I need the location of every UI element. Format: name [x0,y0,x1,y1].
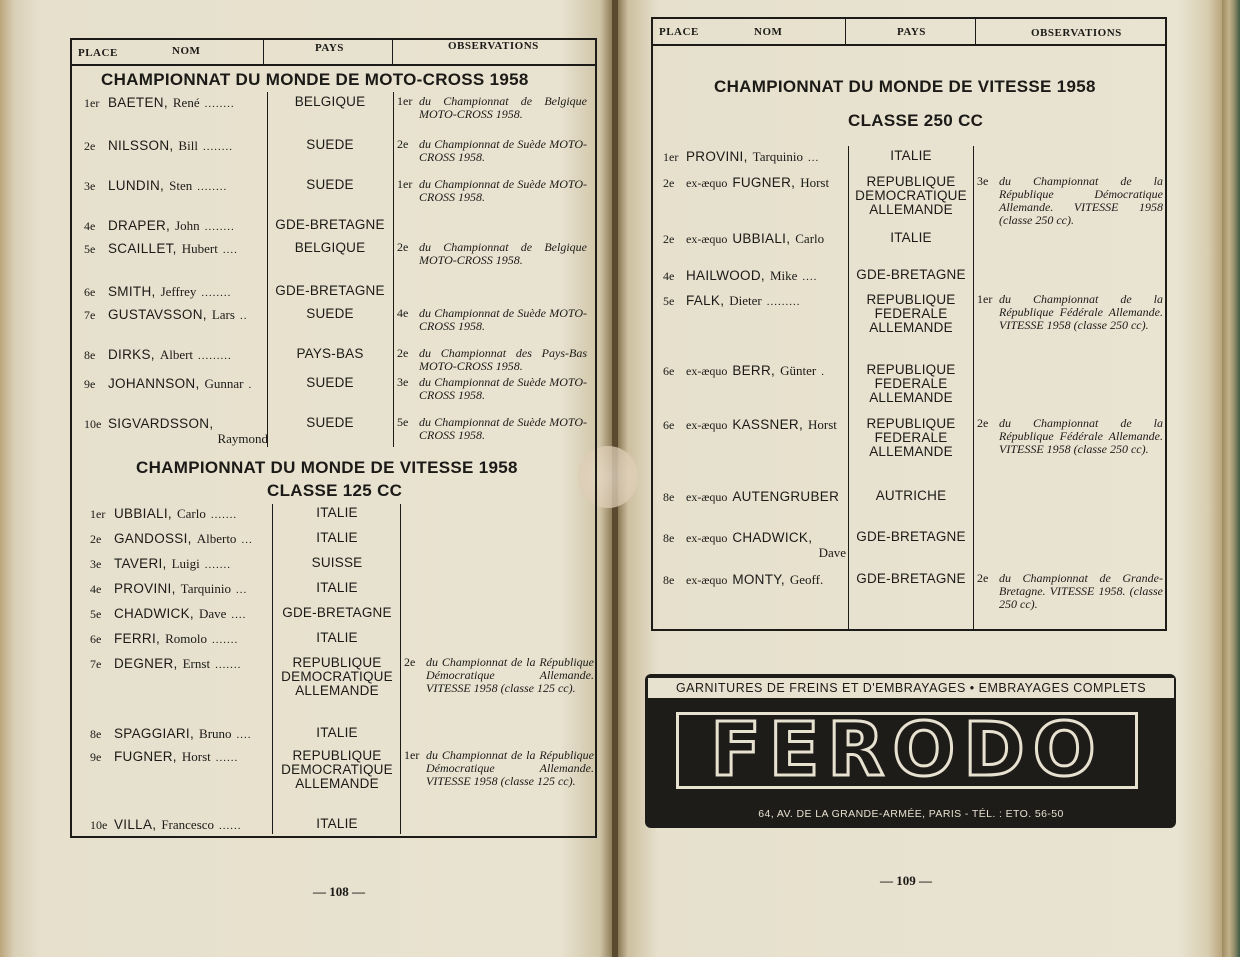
right-header-nom: NOM [754,26,783,38]
row-leader-dots: ...... [219,820,242,832]
observation-text: du Championnat de la République Fédérale Allemande. VITESSE 1958 (classe 250 cc). [999,292,1163,332]
row-surname: BERR, [732,363,776,378]
row-surname: FALK, [686,293,725,308]
row-leader-dots: ...... [215,752,239,764]
row-prefix: ex-æquo [686,232,728,246]
row-leader-dots: ........ [204,98,235,110]
row-place: 2e [663,232,675,246]
row-surname: CHADWICK, [114,606,194,621]
row-surname: DRAPER, [108,218,171,233]
row-leader-dots: ........ [204,221,235,233]
row-competitor [108,218,235,234]
row-firstname: John [175,218,200,233]
row-country: AUTRICHE [875,488,947,503]
row-firstname: Tarquinio [752,149,804,164]
row-leader-dots: .... [802,271,818,283]
row-place: 5e [90,607,102,621]
row-country: GDE-BRETAGNE [275,217,385,232]
row-surname: SIGVARDSSON, [108,416,214,431]
right-header-pays: PAYS [897,26,926,38]
row-observation [397,416,587,442]
row-place: 1er [84,96,100,110]
row-leader-dots: ....... [211,634,239,646]
row-firstname: Geoff. [789,572,824,587]
row-surname: BAETEN, [108,95,168,110]
row-prefix: ex-æquo [686,418,728,432]
row-country: SUEDE [306,177,354,192]
row-leader-dots: ....... [204,559,232,571]
row-observation [397,138,587,164]
observation-rank: 1er [397,177,413,191]
row-surname: SCAILLET, [108,241,177,256]
row-competitor [114,531,253,547]
row-surname: FERRI, [114,631,161,646]
row-competitor [114,506,237,522]
right-col-divider-h1 [845,17,846,45]
row-observation [397,178,587,204]
row-firstname: Tarquinio [180,581,232,596]
ferodo-logo: FERODO [710,707,1104,793]
row-place: 10e [90,818,108,832]
row-place: 6e [663,418,675,432]
observation-text: du Championnat de la République Fédérale Allemande. VITESSE 1958 (classe 250 cc). [999,416,1163,456]
row-competitor [686,268,817,284]
row-competitor [108,95,235,111]
row-firstname: Francesco [161,817,215,832]
row-competitor [114,556,231,572]
observation-rank: 1er [404,748,420,762]
row-observation [977,175,1163,227]
row-surname: UBBIALI, [114,506,172,521]
row-competitor [686,363,825,379]
row-leader-dots: ........ [197,181,228,193]
observation-rank: 2e [397,346,409,360]
row-observation [397,95,587,121]
row-place: 2e [90,532,102,546]
mx-col-divider-2 [393,92,394,447]
row-place: 8e [90,727,102,741]
observation-text: du Championnat de Suède MOTO-CROSS 1958. [419,137,587,164]
row-firstname: Alberto [196,531,237,546]
row-country: BELGIQUE [294,240,366,255]
row-country: BELGIQUE [294,94,366,109]
row-firstname: Horst [808,417,837,432]
row-country: GDE-BRETAGNE [856,267,966,282]
row-place: 2e [663,176,675,190]
row-competitor [686,293,801,309]
row-firstname: Gunnar [204,376,244,391]
row-observation [404,749,594,788]
row-country: SUISSE [311,555,363,570]
row-country: REPUBLIQUE FEDERALE ALLEMANDE [866,292,956,335]
row-firstname: Bruno [199,726,232,741]
row-country: GDE-BRETAGNE [856,571,966,586]
right-header-place: PLACE [659,26,699,38]
row-competitor [108,178,227,194]
row-surname: PROVINI, [114,581,176,596]
row-firstname: Horst [800,175,830,190]
observation-rank: 2e [977,416,989,430]
left-col-divider-1 [263,38,264,66]
row-competitor [114,817,242,833]
row-place: 4e [84,219,96,233]
row-competitor [114,581,247,597]
row-country: REPUBLIQUE FEDERALE ALLEMANDE [866,362,956,405]
row-surname: DIRKS, [108,347,155,362]
row-place: 8e [663,490,675,504]
row-firstname: Hubert [181,241,218,256]
observation-text: du Championnat de Belgique MOTO-CROSS 1958. [419,240,587,267]
row-competitor [686,149,819,165]
row-leader-dots: .... [236,729,252,741]
row-firstname: René [172,95,200,110]
row-country: ITALIE [316,505,358,520]
row-country: REPUBLIQUE DEMOCRATIQUE ALLEMANDE [281,655,393,698]
row-competitor [686,175,834,191]
row-observation [397,241,587,267]
row-country: PAYS-BAS [296,346,364,361]
row-leader-dots: ... [808,152,820,164]
row-firstname: Luigi [171,556,200,571]
row-observation [404,656,594,695]
row-firstname: Dieter [729,293,762,308]
row-surname: TAVERI, [114,556,167,571]
left-col-divider-2 [392,38,393,66]
row-leader-dots: .... [231,609,247,621]
row-competitor [114,726,252,742]
left-header-place: PLACE [78,47,118,59]
row-leader-dots: ....... [215,659,242,671]
row-leader-dots: . [248,379,253,391]
row-surname: SPAGGIARI, [114,726,195,741]
v250-col-divider-2 [973,146,974,631]
row-place: 9e [90,750,102,764]
row-leader-dots: ... [236,584,248,596]
row-place: 8e [663,573,675,587]
row-place: 7e [90,657,102,671]
left-header-nom: NOM [172,45,201,57]
row-country: ITALIE [316,816,358,831]
row-leader-dots: . [821,366,825,378]
row-surname: KASSNER, [732,417,803,432]
row-surname: PROVINI, [686,149,748,164]
row-surname: SMITH, [108,284,156,299]
row-country: SUEDE [306,306,354,321]
row-country: SUEDE [306,415,354,430]
row-place: 9e [84,377,96,391]
row-place: 3e [84,179,96,193]
row-country: ITALIE [890,148,932,163]
motocross-title: CHAMPIONNAT DU MONDE DE MOTO-CROSS 1958 [101,70,529,89]
observation-rank: 1er [397,94,413,108]
row-country: ITALIE [316,580,358,595]
row-place: 1er [90,507,106,521]
row-leader-dots: .. [239,310,248,322]
row-leader-dots: ........ [201,287,232,299]
row-place: 3e [90,557,102,571]
row-country: SUEDE [306,375,354,390]
row-firstname: Albert [159,347,194,362]
row-firstname: Sten [169,178,193,193]
row-competitor [108,376,252,392]
observation-rank: 4e [397,306,409,320]
row-place: 6e [663,364,675,378]
observation-text: du Championnat de la République Démocratique Allemande. VITESSE 1958 (classe 125 cc). [426,748,594,788]
right-header-observations: OBSERVATIONS [1031,27,1122,39]
row-firstname: Jeffrey [160,284,197,299]
row-competitor [686,530,846,560]
row-surname: UBBIALI, [732,231,791,246]
row-place: 6e [84,285,96,299]
row-leader-dots: ......... [198,350,232,362]
row-competitor [108,241,238,257]
row-firstname: Raymond [217,431,268,446]
row-competitor [686,231,829,247]
row-place: 6e [90,632,102,646]
row-place: 8e [663,531,675,545]
row-surname: MONTY, [732,572,785,587]
row-firstname: Ernst [182,656,211,671]
row-observation [977,293,1163,332]
row-observation [397,307,587,333]
observation-rank: 2e [404,655,416,669]
row-country: GDE-BRETAGNE [856,529,966,544]
left-header-pays: PAYS [315,42,344,54]
right-col-divider-h2 [975,17,976,45]
observation-text: du Championnat de la République Démocratique Allemande. VITESSE 1958 (classe 250 cc). [999,174,1163,227]
row-leader-dots: ........ [202,141,233,153]
row-place: 5e [84,242,96,256]
vitesse125-title: CHAMPIONNAT DU MONDE DE VITESSE 1958 [136,458,518,477]
row-prefix: ex-æquo [686,364,728,378]
observation-rank: 1er [977,292,993,306]
row-place: 4e [663,269,675,283]
left-header-rule [70,64,597,66]
row-surname: JOHANNSON, [108,376,200,391]
row-observation [977,572,1163,611]
row-surname: DEGNER, [114,656,178,671]
row-firstname: Dave [818,545,846,560]
row-firstname: Carlo [795,231,825,246]
row-surname: LUNDIN, [108,178,165,193]
row-competitor [114,606,246,622]
row-competitor [686,489,846,505]
row-place: 7e [84,308,96,322]
row-firstname: Mike [769,268,798,283]
advert-address: 64, AV. DE LA GRANDE-ARMÉE, PARIS - TÉL. : ETO. 56-50 [758,808,1064,820]
page-number-right: — 109 — [880,873,932,888]
row-place: 4e [90,582,102,596]
vitesse250-subtitle: CLASSE 250 CC [848,111,984,130]
row-place: 5e [663,294,675,308]
row-surname: HAILWOOD, [686,268,765,283]
row-surname: GANDOSSI, [114,531,192,546]
row-competitor [686,572,828,588]
row-competitor [108,138,233,154]
observation-text: du Championnat de Belgique MOTO-CROSS 1958. [419,94,587,121]
row-prefix: ex-æquo [686,490,728,504]
row-competitor [114,631,238,647]
row-place: 2e [84,139,96,153]
observation-rank: 2e [397,240,409,254]
row-firstname: Carlo [176,506,206,521]
row-country: REPUBLIQUE FEDERALE ALLEMANDE [866,416,956,459]
row-place: 1er [663,150,679,164]
row-observation [977,417,1163,456]
observation-text: du Championnat de Grande-Bretagne. VITESSE 1958. (classe 250 cc). [999,571,1163,611]
row-competitor [108,307,247,323]
row-place: 10e [84,417,102,431]
row-surname: NILSSON, [108,138,174,153]
row-leader-dots: ....... [210,509,238,521]
row-observation [397,376,587,402]
row-country: ITALIE [316,530,358,545]
row-place: 8e [84,348,96,362]
observation-rank: 2e [977,571,989,585]
observation-rank: 2e [397,137,409,151]
row-surname: FUGNER, [732,175,796,190]
row-firstname: Horst [181,749,211,764]
row-surname: FUGNER, [114,749,177,764]
observation-text: du Championnat de la République Démocratique Allemande. VITESSE 1958 (classe 125 cc). [426,655,594,695]
row-firstname: Romolo [165,631,207,646]
book-edge [1222,0,1240,957]
row-country: REPUBLIQUE DEMOCRATIQUE ALLEMANDE [281,748,393,791]
vitesse250-title: CHAMPIONNAT DU MONDE DE VITESSE 1958 [714,77,1096,96]
observation-text: du Championnat de Suède MOTO-CROSS 1958. [419,306,587,333]
row-country: ITALIE [316,725,358,740]
page-number-left: — 108 — [313,884,365,899]
row-leader-dots: .... [222,244,238,256]
row-leader-dots: ......... [766,296,801,308]
row-surname: AUTENGRUBER [732,489,840,504]
row-competitor [686,417,842,433]
row-surname: CHADWICK, [732,530,813,545]
row-competitor [114,749,238,765]
right-header-rule [651,44,1167,46]
v125-col-divider-1 [272,504,273,834]
observation-text: du Championnat de Suède MOTO-CROSS 1958. [419,375,587,402]
row-competitor [108,347,232,363]
observation-rank: 5e [397,415,409,429]
row-prefix: ex-æquo [686,573,728,587]
advert-tagline: GARNITURES DE FREINS ET D'EMBRAYAGES • EMBRAYAGES COMPLETS [648,678,1174,698]
row-prefix: ex-æquo [686,176,728,190]
vitesse125-subtitle: CLASSE 125 CC [267,481,403,500]
row-prefix: ex-æquo [686,531,728,545]
left-header-observations: OBSERVATIONS [448,40,539,52]
row-country: ITALIE [316,630,358,645]
row-firstname: Lars [211,307,235,322]
row-firstname: Günter [780,363,817,378]
row-surname: GUSTAVSSON, [108,307,207,322]
row-country: SUEDE [306,137,354,152]
observation-rank: 3e [397,375,409,389]
row-country: GDE-BRETAGNE [282,605,392,620]
observation-text: du Championnat de Suède MOTO-CROSS 1958. [419,415,587,442]
row-competitor [108,284,231,300]
row-leader-dots: ... [241,534,253,546]
row-observation [397,347,587,373]
row-firstname: Dave [198,606,227,621]
row-surname: VILLA, [114,817,157,832]
observation-text: du Championnat des Pays-Bas MOTO-CROSS 1958. [419,346,587,373]
observation-rank: 3e [977,174,989,188]
row-firstname: Bill [178,138,198,153]
v125-col-divider-2 [400,504,401,834]
observation-text: du Championnat de Suède MOTO-CROSS 1958. [419,177,587,204]
row-country: GDE-BRETAGNE [275,283,385,298]
row-country: REPUBLIQUE DEMOCRATIQUE ALLEMANDE [855,174,967,217]
row-country: ITALIE [890,230,932,245]
row-competitor [114,656,241,672]
row-competitor [108,416,268,446]
